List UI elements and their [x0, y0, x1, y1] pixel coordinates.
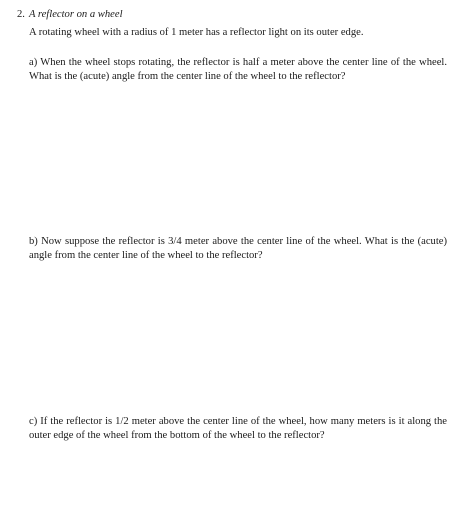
question-a: a) When the wheel stops rotating, the reflector is half a meter above the center line of the wheel. What is the (acute) angle from the center line of the wheel to the reflector? — [29, 57, 447, 82]
question-c: c) If the reflector is 1/2 meter above the center line of the wheel, how many meters is it along the outer edge of the wheel from the bottom of the wheel to the reflector? — [29, 416, 447, 441]
problem-heading — [17, 8, 123, 22]
problem-number: 2. — [17, 9, 25, 20]
problem-title: A reflector on a wheel — [28, 9, 123, 20]
problem-intro: A rotating wheel with a radius of 1 meter has a reflector light on its outer edge. — [29, 27, 364, 38]
question-b: b) Now suppose the reflector is 3/4 meter above the center line of the wheel. What is the (acute) angle from the center line of the wheel to the reflector? — [29, 236, 447, 261]
